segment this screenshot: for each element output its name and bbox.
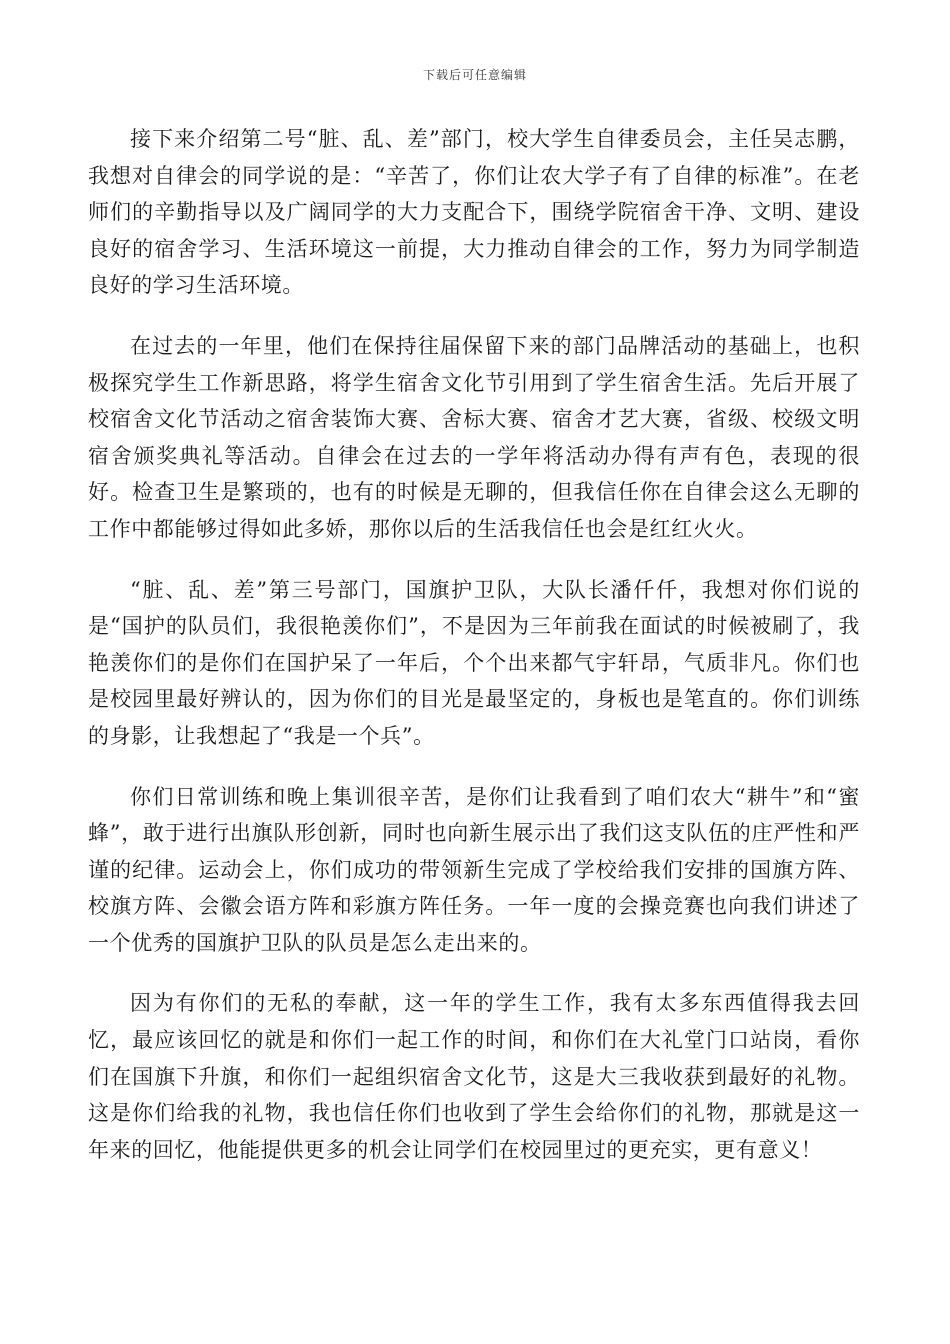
paragraph-2: 在过去的一年里，他们在保持往届保留下来的部门品牌活动的基础上，也积极探究学生工作新思路，将学生宿舍文化节引用到了学生宿舍生活。先后开展了校宿舍文化节活动之宿舍装饰大赛、舍标大赛、宿舍才艺大赛，省级、校级文明宿舍颁奖典礼等活动。自律会在过去的一学年将活动办得有声有色，表现的很好。检查卫生是繁琐的，也有的时候是无聊的，但我信任你在自律会这么无聊的工作中都能够过得如此多娇，那你以后的生活我信任也会是红红火火。 (88, 333, 860, 541)
paragraph-1: 接下来介绍第二号“脏、乱、差”部门，校大学生自律委员会，主任吴志鹏，我想对自律会的同学说的是：“辛苦了，你们让农大学子有了自律的标准”。在老师们的辛勤指导以及广阔同学的大力支配合下，围绕学院宿舍干净、文明、建设良好的宿舍学习、生活环境这一前提，大力推动自律会的工作，努力为同学制造良好的学习生活环境。 (88, 127, 860, 298)
page-header: 下载后可任意编辑 (422, 68, 527, 82)
paragraph-5: 因为有你们的无私的奉献，这一年的学生工作，我有太多东西值得我去回忆，最应该回忆的就是和你们一起工作的时间，和你们在大礼堂门口站岗，看你们在国旗下升旗，和你们一起组织宿舍文化节，这是大三我收获到最好的礼物。这是你们给我的礼物，我也信任你们也收到了学生会给你们的礼物，那就是这一年来的回忆，他能提供更多的机会让同学们在校园里过的更充实，更有意义！ (88, 991, 860, 1162)
paragraph-4: 你们日常训练和晚上集训很辛苦，是你们让我看到了咱们农大“耕牛”和“蜜蜂”，敢于进行出旗队形创新，同时也向新生展示出了我们这支队伍的庄严性和严谨的纪律。运动会上，你们成功的带领新生完成了学校给我们安排的国旗方阵、校旗方阵、会徽会语方阵和彩旗方阵任务。一年一度的会操竞赛也向我们讲述了一个优秀的国旗护卫队的队员是怎么走出来的。 (88, 784, 860, 955)
paragraph-3: “脏、乱、差”第三号部门，国旗护卫队，大队长潘仟仟，我想对你们说的是“国护的队员们，我很艳羡你们”，不是因为三年前我在面试的时候被刷了，我艳羡你们的是你们在国护呆了一年后，个个出来都气宇轩昂，气质非凡。你们也是校园里最好辨认的，因为你们的目光是最坚定的，身板也是笔直的。你们训练的身影，让我想起了“我是一个兵”。 (88, 577, 860, 748)
document-body (88, 121, 860, 1192)
